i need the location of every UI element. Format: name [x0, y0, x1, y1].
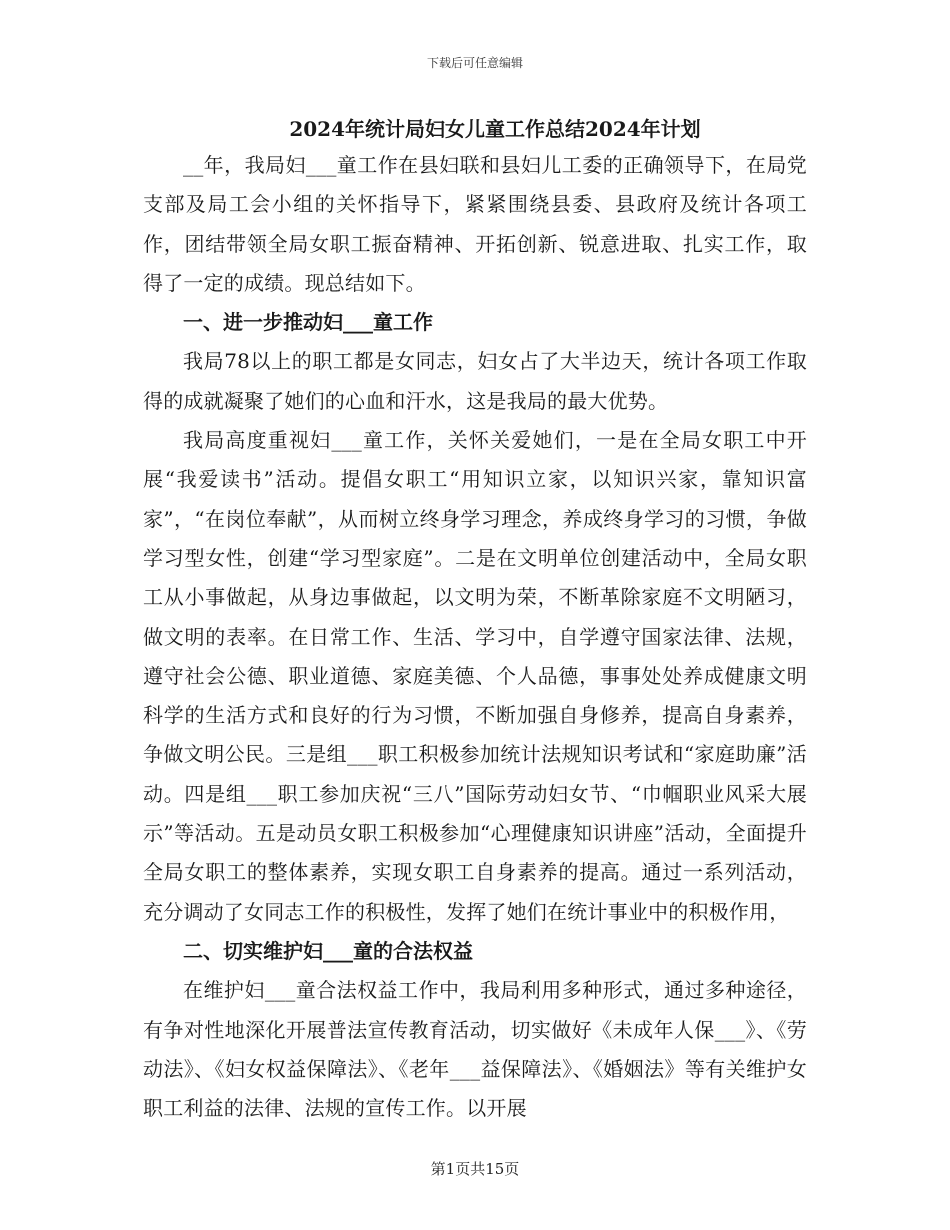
document-body — [143, 112, 807, 1128]
section-1-paragraph-2: 我局高度重视妇___童工作，关怀关爱她们，一是在全局女职工中开展“我爱读书”活动。提倡女职工“用知识立家，以知识兴家，靠知识富家”，“在岗位奉献”，从而树立终身学习理念，养成终身学习的习惯，争做学习型女性，创建“学习型家庭”。二是在文明单位创建活动中，全局女职工从小事做起，从身边事做起，以文明为荣，不断革除家庭不文明陋习，做文明的表率。在日常工作、生活、学习中，自学遵守国家法律、法规，遵守社会公德、职业道德、家庭美德、个人品德，事事处处养成健康文明科学的生活方式和良好的行为习惯，不断加强自身修养，提高自身素养，争做文明公民。三是组___职工积极参加统计法规知识考试和“家庭助廉”活动。四是组___职工参加庆祝“三八”国际劳动妇女节、“巾帼职业风采大展示”等活动。五是动员女职工积极参加“心理健康知识讲座”活动，全面提升全局女职工的整体素养，实现女职工自身素养的提高。通过一系列活动，充分调动了女同志工作的积极性，发挥了她们在统计事业中的积极作用， — [143, 428, 807, 924]
page-footer: 第1页共15页 — [430, 1160, 520, 1178]
document-title: 2024年统计局妇女儿童工作总结2024年计划 — [289, 117, 701, 141]
section-2-paragraph-1: 在维护妇___童合法权益工作中，我局利用多种形式，通过多种途径，有争对性地深化开展普法宣传教育活动，切实做好《未成年人保___》、《劳动法》、《妇女权益保障法》、《老年___益保障法》、《婚姻法》等有关维护女职工利益的法律、法规的宣传工作。以开展 — [143, 978, 807, 1121]
page-header-note: 下载后可任意编辑 — [426, 56, 523, 70]
section-2-heading: 二、切实维护妇___童的合法权益 — [183, 938, 473, 963]
intro-paragraph: __年，我局妇___童工作在县妇联和县妇儿工委的正确领导下，在局党支部及局工会小组的关怀指导下，紧紧围绕县委、县政府及统计各项工作，团结带领全局女职工振奋精神、开拓创新、锐意进取、扎实工作，取得了一定的成绩。现总结如下。 — [143, 153, 807, 295]
section-1-paragraph-1: 我局78以上的职工都是女同志，妇女占了大半边天，统计各项工作取得的成就凝聚了她们的心血和汗水，这是我局的最大优势。 — [143, 349, 807, 413]
section-1-heading: 一、进一步推动妇___童工作 — [183, 310, 433, 335]
